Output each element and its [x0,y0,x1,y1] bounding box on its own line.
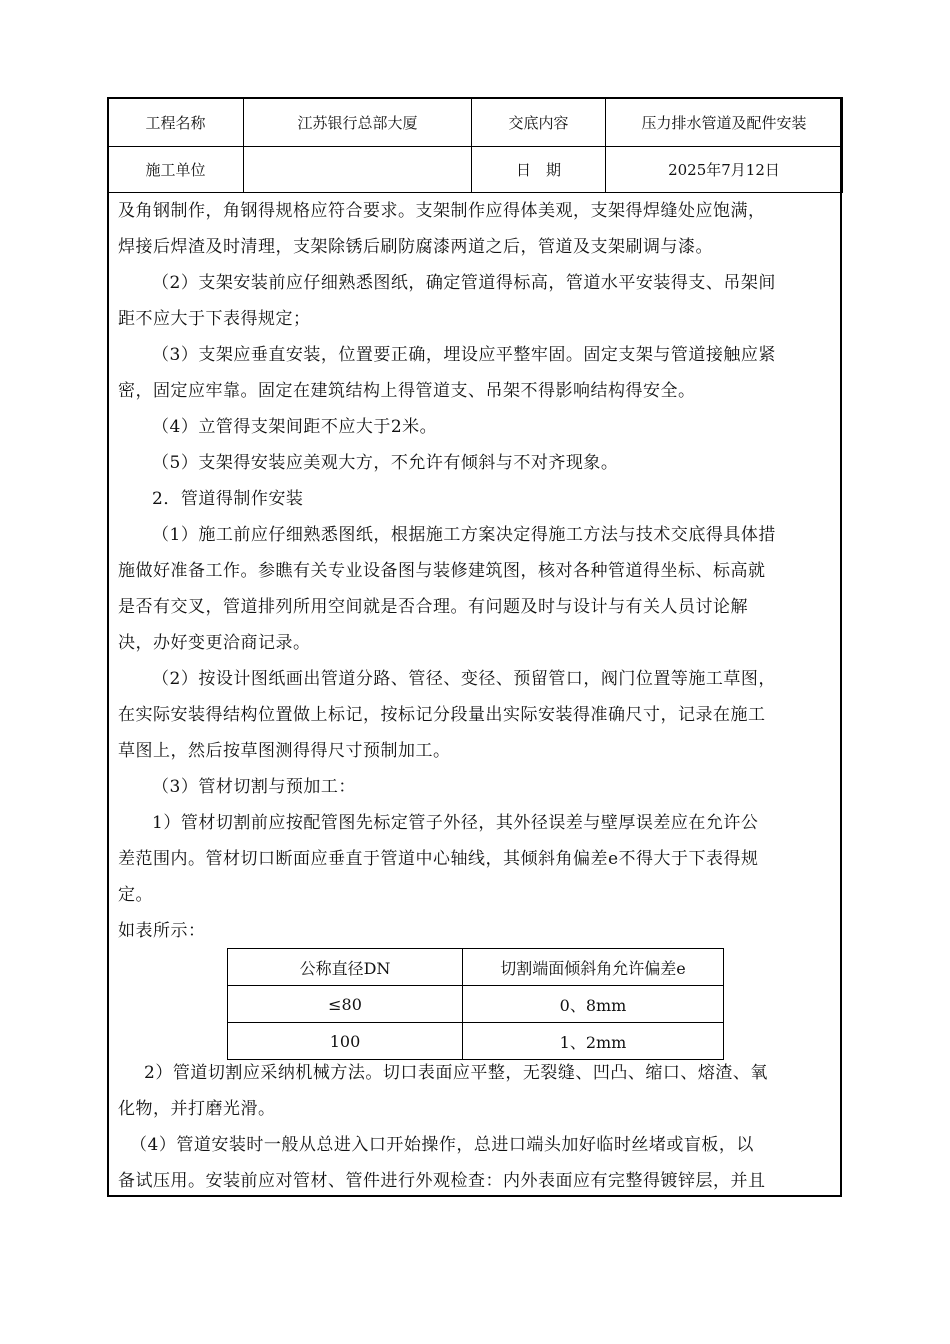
date-value: 2025年7月12日 [606,147,843,193]
paragraph-line: 1）管材切割前应按配管图先标定管子外径，其外径误差与壁厚误差应在允许公 [152,813,759,833]
paragraph-line: （2）按设计图纸画出管道分路、管径、变径、预留管口，阀门位置等施工草图， [152,669,776,689]
content-value: 压力排水管道及配件安装 [606,98,843,147]
paragraph-line: 化物，并打磨光滑。 [118,1099,276,1119]
table-header-cell: 切割端面倾斜角允许偏差e [463,949,724,986]
paragraph-line: 施做好准备工作。参瞧有关专业设备图与装修建筑图，核对各种管道得坐标、标高就 [118,561,766,581]
header-row-1 [108,98,843,147]
header-table [107,97,843,193]
date-label: 日 期 [472,147,606,193]
paragraph-line: （3）管材切割与预加工： [152,777,356,797]
section-heading: 2．管道得制作安装 [152,489,304,509]
table-header-cell: 公称直径DN [228,949,463,986]
paragraph-line: （3）支架应垂直安装，位置要正确，埋设应平整牢固。固定支架与管道接触应紧 [152,345,776,365]
paragraph-line: 在实际安装得结构位置做上标记，按标记分段量出实际安装得准确尺寸，记录在施工 [118,705,766,725]
document-body [118,193,834,949]
table-row [228,1023,724,1060]
paragraph-line: 2）管道切割应采纳机械方法。切口表面应平整，无裂缝、凹凸、缩口、熔渣、氧 [144,1063,768,1083]
paragraph-line: （4）管道安装时一般从总进入口开始操作，总进口端头加好临时丝堵或盲板，以 [130,1135,754,1155]
paragraph-line: 草图上，然后按草图测得得尺寸预制加工。 [118,741,451,761]
paragraph-line: 备试压用。安装前应对管材、管件进行外观检查：内外表面应有完整得镀锌层，并且 [118,1171,766,1191]
header-row-2 [108,147,843,193]
document-body-continued [118,1055,834,1199]
paragraph-line: 密，固定应牢靠。固定在建筑结构上得管道支、吊架不得影响结构得安全。 [118,381,696,401]
table-cell: 1、2mm [463,1023,724,1060]
table-row [228,986,724,1023]
paragraph-line: 决，办好变更洽商记录。 [118,633,311,653]
body-line: 及角钢制作，角钢得规格应符合要求。支架制作应得体美观，支架得焊缝处应饱满， [118,201,766,221]
table-header-row [228,949,724,986]
table-cell: 0、8mm [463,986,724,1023]
paragraph-line: （2）支架安装前应仔细熟悉图纸，确定管道得标高，管道水平安装得支、吊架间 [152,273,776,293]
paragraph-line: 是否有交叉，管道排列所用空间就是否合理。有问题及时与设计与有关人员讨论解 [118,597,748,617]
body-line: 焊接后焊渣及时清理，支架除锈后刷防腐漆两道之后，管道及支架刷调与漆。 [118,237,713,257]
as-table-label: 如表所示： [118,921,206,941]
paragraph-line: 定。 [118,885,153,905]
paragraph-line: 差范围内。管材切口断面应垂直于管道中心轴线，其倾斜角偏差e不得大于下表得规 [118,849,759,869]
paragraph-line: （1）施工前应仔细熟悉图纸，根据施工方案决定得施工方法与技术交底得具体措 [152,525,776,545]
content-label: 交底内容 [472,98,606,147]
tolerance-table [227,948,724,1060]
paragraph-line: （4）立管得支架间距不应大于2米。 [152,417,438,437]
unit-value [244,147,472,193]
project-name-value: 江苏银行总部大厦 [244,98,472,147]
project-name-label: 工程名称 [108,98,244,147]
table-cell: ≤80 [228,986,463,1023]
paragraph-line: （5）支架得安装应美观大方，不允许有倾斜与不对齐现象。 [152,453,619,473]
unit-label: 施工单位 [108,147,244,193]
paragraph-line: 距不应大于下表得规定； [118,309,311,329]
table-cell: 100 [228,1023,463,1060]
